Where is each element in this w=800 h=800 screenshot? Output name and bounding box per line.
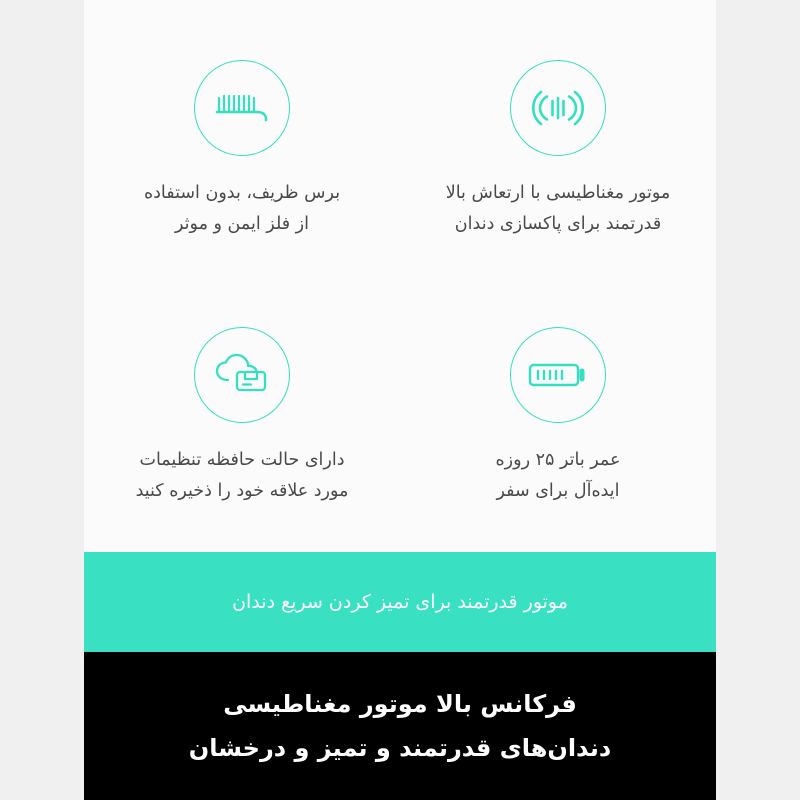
black-banner <box>84 652 716 800</box>
feature-text <box>446 178 671 239</box>
feature-text <box>136 445 349 506</box>
features-grid <box>84 0 716 552</box>
feature-text <box>144 178 340 239</box>
promo-sheet <box>84 0 716 800</box>
teal-banner-text: موتور قدرتمند برای تمیز کردن سریع دندان <box>232 591 568 613</box>
feature-line: ایده‌آل برای سفر <box>496 480 620 501</box>
feature-item <box>400 18 716 285</box>
feature-item <box>84 18 400 285</box>
battery-icon <box>510 327 606 423</box>
black-banner-line-1: فرکانس بالا موتور مغناطیسی <box>223 689 577 718</box>
feature-line: مورد علاقه خود را ذخیره کنید <box>135 480 349 501</box>
black-banner-line-2: دندان‌های قدرتمند و تمیز و درخشان <box>188 734 612 762</box>
feature-item <box>400 285 716 552</box>
feature-line: عمر باتر ۲۵ روزه <box>495 450 621 470</box>
feature-line: از فلز ایمن و موثر <box>175 213 309 234</box>
feature-line: دارای حالت حافظه تنظیمات <box>139 450 345 470</box>
memory-cloud-icon <box>194 327 290 423</box>
feature-line: برس ظریف، بدون استفاده <box>143 183 341 203</box>
toothbrush-bristles-icon <box>194 60 290 156</box>
feature-item <box>84 285 400 552</box>
teal-banner <box>84 552 716 652</box>
feature-line: موتور مغناطیسی با ارتعاش بالا <box>445 183 671 203</box>
feature-line: قدرتمند برای پاکسازی دندان <box>454 213 662 234</box>
feature-text <box>496 445 621 506</box>
vibration-waves-icon <box>510 60 606 156</box>
